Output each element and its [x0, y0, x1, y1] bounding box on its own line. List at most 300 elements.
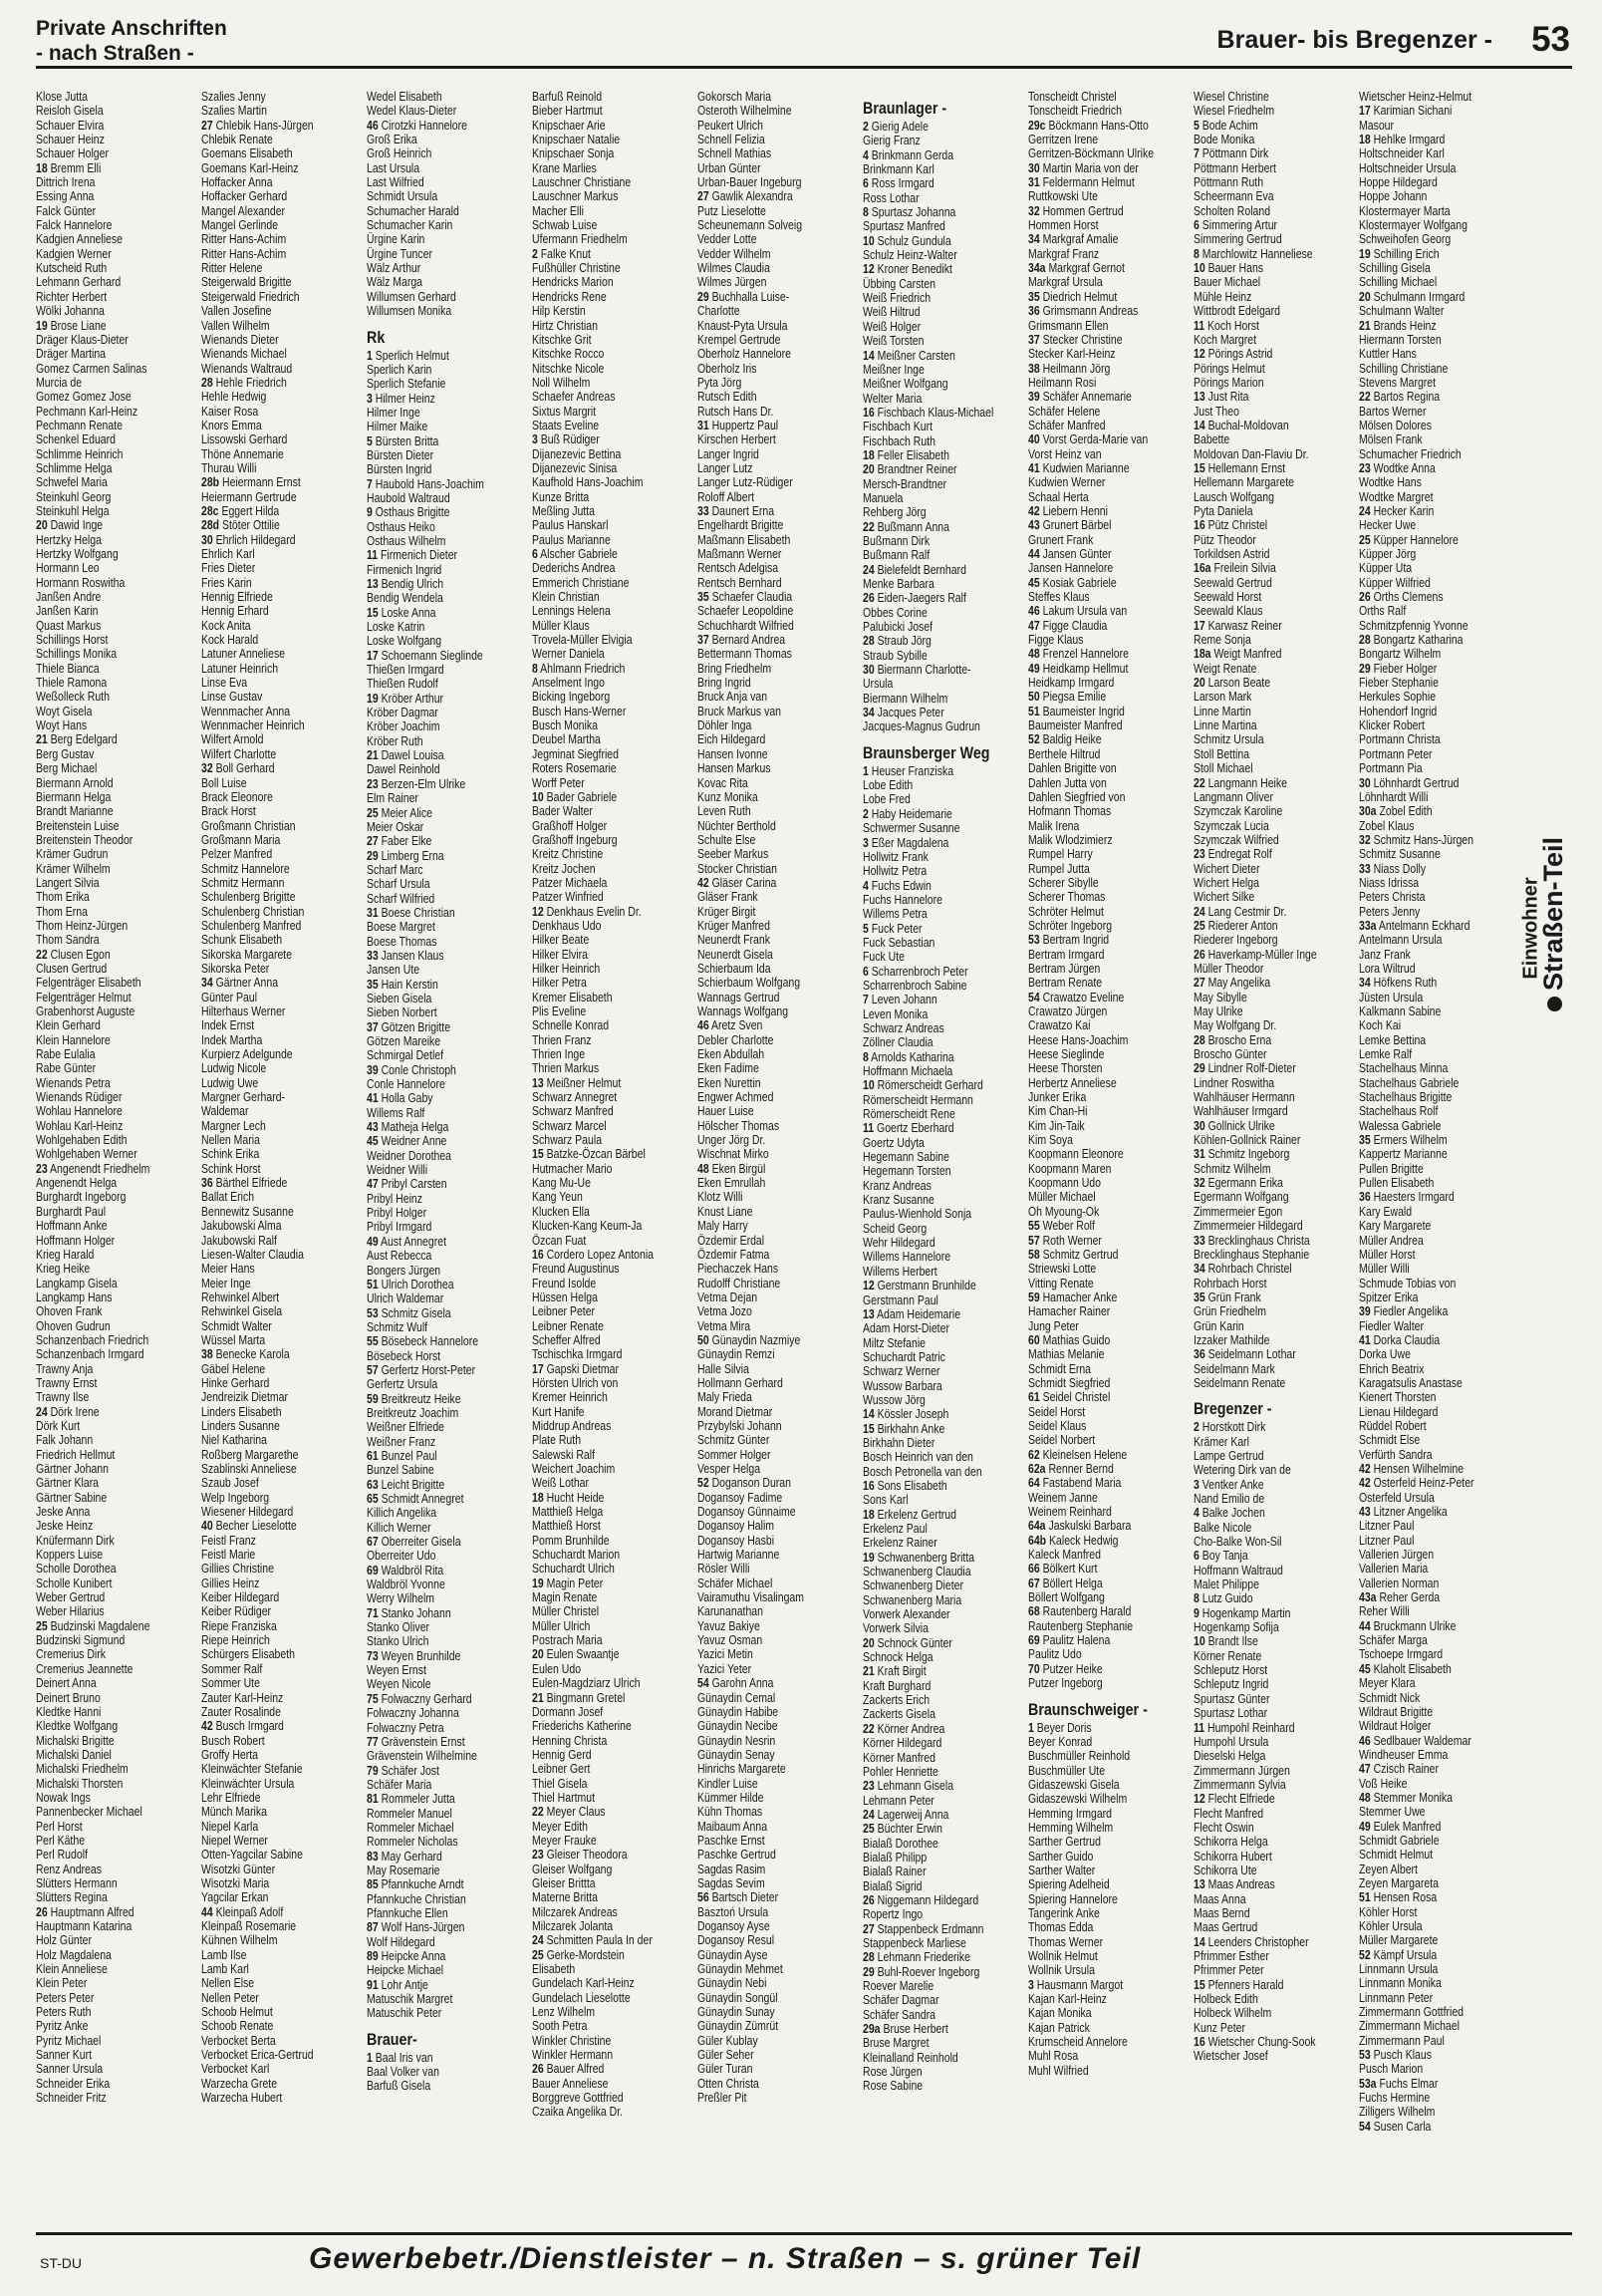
resident-entry: Wahlhäuser Hermann: [1194, 1090, 1295, 1105]
resident-entry: 5 Bürsten Britta: [367, 433, 439, 448]
house-number: 1: [367, 2050, 373, 2065]
resident-entry: Kranz Susanne: [863, 1193, 934, 1208]
house-number: 64: [1028, 1476, 1040, 1491]
resident-entry: 66 Bölkert Kurt: [1028, 1562, 1098, 1577]
resident-entry: Schaefer Leopoldine: [697, 604, 794, 619]
house-number: 55: [1028, 1219, 1040, 1234]
resident-entry: Grimsmann Ellen: [1028, 318, 1109, 333]
resident-entry: 39 Schäfer Annemarie: [1028, 390, 1132, 405]
resident-entry: Waldbröl Yvonne: [367, 1578, 445, 1592]
resident-entry: Flecht Oswin: [1194, 1820, 1254, 1835]
resident-entry: Quast Markus: [36, 618, 102, 633]
house-number: 36: [1359, 1190, 1371, 1205]
resident-entry: Kadgien Anneliese: [36, 232, 123, 247]
house-number: 53: [1359, 2048, 1371, 2063]
resident-entry: Margner Lech: [201, 1118, 266, 1133]
resident-entry: 45 Weidner Anne: [367, 1134, 447, 1149]
resident-entry: Bürsten Dieter: [367, 447, 434, 462]
resident-entry: Lehmann Peter: [863, 1793, 934, 1808]
resident-entry: Hemming Wilhelm: [1028, 1820, 1114, 1835]
house-number: 18: [863, 1507, 875, 1522]
house-number: 24: [863, 562, 875, 577]
house-number: 30: [201, 532, 213, 547]
resident-entry: 10 Brandt Ilse: [1194, 1634, 1258, 1649]
resident-entry: Willems Hannelore: [863, 1250, 951, 1265]
house-number: 3: [532, 432, 538, 447]
resident-entry: Menke Barbara: [863, 577, 934, 591]
resident-entry: Linders Elisabeth: [201, 1404, 282, 1419]
house-number: 6: [863, 964, 869, 979]
resident-entry: Rommeler Michael: [367, 1820, 454, 1835]
resident-entry: Janßen Andre: [36, 590, 102, 605]
resident-entry: Schenkel Eduard: [36, 432, 116, 447]
resident-entry: Vetma Dejan: [697, 1290, 758, 1304]
resident-entry: Babette: [1194, 432, 1230, 447]
resident-entry: 18 Erkelenz Gertrud: [863, 1507, 956, 1522]
house-number: 10: [863, 233, 875, 248]
resident-entry: 19 Schwanenberg Britta: [863, 1550, 975, 1565]
resident-entry: Knipschaer Sonja: [532, 146, 615, 161]
resident-entry: 69 Paulitz Halena: [1028, 1633, 1111, 1648]
resident-entry: 14 Leenders Christopher: [1194, 1934, 1309, 1949]
resident-entry: Scheffer Alfred: [532, 1332, 601, 1347]
resident-entry: Latuner Anneliese: [201, 647, 286, 662]
resident-entry: Müller Margarete: [1359, 1933, 1439, 1948]
resident-entry: 64b Kaleck Hedwig: [1028, 1533, 1119, 1548]
resident-entry: Schauer Holger: [36, 146, 109, 161]
resident-entry: Bruse Margret: [863, 2036, 930, 2051]
resident-entry: Meißner Wolfgang: [863, 377, 948, 392]
house-number: 52: [1028, 732, 1040, 747]
resident-entry: 21 Bingmann Gretel: [532, 1690, 626, 1705]
resident-entry: Szymczak Wilfried: [1194, 832, 1279, 847]
resident-entry: Thiel Gisela: [532, 1776, 588, 1791]
resident-entry: Folwaczny Petra: [367, 1720, 444, 1735]
house-number: 24: [1359, 503, 1371, 518]
resident-entry: 55 Bösebeck Hannelore: [367, 1334, 479, 1349]
resident-entry: Jendreizik Dietmar: [201, 1390, 288, 1405]
resident-entry: Materne Britta: [532, 1890, 598, 1905]
house-number: 31: [1028, 175, 1040, 190]
resident-entry: 46 Cirotzki Hannelore: [367, 118, 467, 133]
house-number: 21: [367, 748, 379, 763]
house-number: 1: [863, 763, 869, 778]
resident-entry: Schwarz Paula: [532, 1133, 603, 1148]
house-number: 42: [1359, 1476, 1371, 1491]
resident-entry: Gerritzen Irene: [1028, 133, 1099, 147]
resident-entry: Klein Gerhard: [36, 1018, 101, 1033]
resident-entry: Szalies Jenny: [201, 90, 266, 104]
resident-entry: Kremer Elisabeth: [532, 990, 613, 1004]
resident-entry: Hertzky Helga: [36, 532, 102, 547]
resident-entry: Killich Werner: [367, 1520, 431, 1535]
resident-entry: 43a Reher Gerda: [1359, 1590, 1441, 1605]
resident-entry: 28 Bongartz Katharina: [1359, 633, 1464, 648]
house-number: 60: [1028, 1332, 1040, 1347]
house-number: 22: [36, 947, 48, 962]
resident-entry: Dederichs Andrea: [532, 561, 616, 576]
resident-entry: Schmidt Walter: [201, 1318, 272, 1333]
resident-entry: Fuck Ute: [863, 950, 906, 965]
house-number: 10: [863, 1078, 875, 1093]
resident-entry: 28d Stöter Ottilie: [201, 518, 280, 533]
resident-entry: Hendricks Rene: [532, 289, 607, 304]
house-number: 23: [532, 1848, 544, 1863]
resident-entry: Kitschke Rocco: [532, 347, 605, 362]
resident-entry: Römerscheidt Hermann: [863, 1092, 973, 1107]
resident-entry: Leven Ruth: [697, 804, 751, 819]
resident-entry: 54 Garohn Anna: [697, 1676, 774, 1691]
resident-entry: Zackerts Erich: [863, 1693, 931, 1708]
resident-entry: Wussow Jörg: [863, 1392, 926, 1407]
resident-entry: Meyer Frauke: [532, 1833, 597, 1848]
resident-entry: Izzaker Mathilde: [1194, 1332, 1270, 1347]
resident-entry: Lennings Helena: [532, 604, 611, 619]
resident-entry: Schlimme Heinrich: [36, 446, 124, 461]
resident-entry: 18 Feller Elisabeth: [863, 447, 949, 462]
resident-entry: 25 Riederer Anton: [1194, 918, 1278, 933]
resident-entry: Biermann Arnold: [36, 775, 114, 790]
resident-entry: Dogansoy Halim: [697, 1519, 775, 1534]
resident-entry: Thomas Edda: [1028, 1920, 1094, 1935]
resident-entry: Ehrich Beatrix: [1359, 1361, 1425, 1376]
resident-entry: Thom Erika: [36, 890, 90, 905]
house-number: 28: [1194, 1032, 1205, 1047]
resident-entry: Holz Magdalena: [36, 1947, 112, 1962]
resident-entry: Günaydin Necibe: [697, 1719, 778, 1734]
resident-entry: Ballat Erich: [201, 1190, 255, 1205]
directory-column: [697, 90, 836, 2220]
resident-entry: Dormann Josef: [532, 1704, 604, 1719]
resident-entry: Krämer Gudrun: [36, 847, 109, 862]
resident-entry: Schmirgal Detlef: [367, 1048, 444, 1063]
resident-entry: Lobe Edith: [863, 778, 914, 793]
resident-entry: Zöllner Claudia: [863, 1035, 934, 1050]
resident-entry: Orths Ralf: [1359, 604, 1407, 619]
resident-entry: Pfannkuche Ellen: [367, 1905, 448, 1920]
resident-entry: 8 Arnolds Katharina: [863, 1049, 954, 1064]
resident-entry: 57 Roth Werner: [1028, 1233, 1102, 1248]
resident-entry: 42 Gläser Carina: [697, 875, 777, 890]
resident-entry: Linnmann Monika: [1359, 1976, 1442, 1991]
resident-entry: Gerstmann Paul: [863, 1292, 938, 1307]
resident-entry: Günaydin Remzi: [697, 1347, 775, 1362]
resident-entry: 1 Beyer Doris: [1028, 1720, 1092, 1735]
resident-entry: 19 Magin Peter: [532, 1576, 604, 1590]
resident-entry: Weidner Dorothea: [367, 1148, 452, 1163]
resident-entry: Sperlich Karin: [367, 362, 432, 377]
resident-entry: Sperlich Stefanie: [367, 377, 446, 392]
house-number: 3: [367, 391, 373, 406]
resident-entry: Knipschaer Natalie: [532, 133, 621, 147]
resident-entry: 13 Maas Andreas: [1194, 1877, 1275, 1892]
resident-entry: 15 Loske Anna: [367, 605, 436, 620]
resident-entry: Weyen Ernst: [367, 1663, 426, 1678]
resident-entry: 47 Figge Claudia: [1028, 618, 1108, 633]
resident-entry: Zeyen Albert: [1359, 1862, 1418, 1876]
house-number: 34: [1194, 1262, 1205, 1277]
resident-entry: Küpper Uta: [1359, 561, 1413, 576]
resident-entry: 47 Czisch Rainer: [1359, 1762, 1439, 1777]
resident-entry: 17 Karimian Sichani: [1359, 104, 1453, 119]
resident-entry: 87 Wolf Hans-Jürgen: [367, 1920, 465, 1935]
resident-entry: Meier Inge: [201, 1276, 251, 1291]
resident-entry: Hirtz Christian: [532, 318, 598, 333]
resident-entry: Stoll Bettina: [1194, 746, 1250, 761]
resident-entry: Wollnik Ursula: [1028, 1963, 1095, 1978]
resident-entry: Kröber Dagmar: [367, 706, 438, 720]
resident-entry: Holtschneider Karl: [1359, 146, 1445, 161]
resident-entry: Schnell Mathias: [697, 146, 772, 161]
house-number: 9: [1194, 1605, 1200, 1620]
resident-entry: Steigerwald Friedrich: [201, 289, 300, 304]
resident-entry: Neunerdt Gisela: [697, 947, 773, 962]
resident-entry: Schumacher Karin: [367, 218, 453, 233]
resident-entry: Hollmann Gerhard: [697, 1375, 783, 1390]
resident-entry: 37 Bernard Andrea: [697, 633, 786, 648]
resident-entry: Holbeck Wilhelm: [1194, 2006, 1272, 2021]
resident-entry: Stachelhaus Gabriele: [1359, 1075, 1460, 1090]
house-number: 43: [1028, 518, 1040, 533]
resident-entry: Tonscheidt Christel: [1028, 90, 1117, 104]
header-rule: [36, 66, 1572, 69]
resident-entry: Conle Hannelore: [367, 1077, 445, 1092]
resident-entry: Latuner Heinrich: [201, 661, 279, 676]
resident-entry: Leven Monika: [863, 1006, 929, 1021]
resident-entry: Bring Friedhelm: [697, 661, 772, 676]
house-number: 34a: [1028, 261, 1046, 276]
house-number: 7: [367, 476, 373, 491]
resident-entry: Langmann Oliver: [1194, 789, 1273, 804]
house-number: 46: [367, 118, 379, 133]
resident-entry: Eulen-Magdziarz Ulrich: [532, 1676, 641, 1691]
resident-entry: 6 Scharrenbroch Peter: [863, 964, 968, 979]
resident-entry: Heilmann Rosi: [1028, 375, 1097, 390]
resident-entry: Hoppe Johann: [1359, 189, 1428, 204]
resident-entry: 24 Lagerweij Anna: [863, 1807, 949, 1822]
resident-entry: 70 Putzer Heike: [1028, 1661, 1103, 1676]
resident-entry: Baumeister Manfred: [1028, 718, 1123, 733]
resident-entry: 35 Ermers Wilhelm: [1359, 1133, 1448, 1148]
resident-entry: Aust Rebecca: [367, 1249, 432, 1264]
resident-entry: Emmerich Christiane: [532, 575, 630, 590]
resident-entry: Perl Horst: [36, 1819, 83, 1834]
resident-entry: Margner Gerhard-: [201, 1090, 286, 1105]
house-number: 17: [367, 648, 379, 663]
house-number: 6: [1194, 1549, 1200, 1564]
house-number: 20: [36, 518, 48, 533]
house-number: 18: [36, 160, 48, 175]
resident-entry: Heese Thorsten: [1028, 1061, 1103, 1076]
resident-entry: Schulenberg Christian: [201, 904, 305, 919]
resident-entry: 20 Schnock Günter: [863, 1635, 952, 1650]
house-number: 64a: [1028, 1519, 1046, 1534]
resident-entry: Crawatzo Kai: [1028, 1018, 1091, 1033]
resident-entry: 23 Gleiser Theodora: [532, 1848, 628, 1863]
resident-entry: Schäfer Maria: [367, 1777, 432, 1792]
resident-entry: Paschke Ernst: [697, 1833, 765, 1848]
resident-entry: Kovac Rita: [697, 775, 748, 790]
resident-entry: Schoob Helmut: [201, 2005, 273, 2020]
resident-entry: Berg Gustav: [36, 746, 95, 761]
resident-entry: Bösebeck Horst: [367, 1348, 441, 1363]
house-number: 26: [36, 1904, 48, 1919]
resident-entry: 83 May Gerhard: [367, 1849, 442, 1864]
house-number: 15: [1194, 460, 1205, 475]
resident-entry: 8 Marchlowitz Hanneliese: [1194, 246, 1313, 261]
house-number: 3: [1194, 1477, 1200, 1492]
resident-entry: 29 Fieber Holger: [1359, 661, 1438, 676]
resident-entry: Großmann Christian: [201, 818, 296, 833]
house-number: 14: [1194, 418, 1205, 432]
resident-entry: Bauer Michael: [1194, 275, 1261, 290]
resident-entry: 57 Gerfertz Horst-Peter: [367, 1362, 476, 1377]
house-number: 62: [1028, 1447, 1040, 1462]
resident-entry: 39 Conle Christoph: [367, 1062, 456, 1077]
resident-entry: Müller Andrea: [1359, 1233, 1424, 1248]
house-number: 13: [1194, 1877, 1205, 1892]
resident-entry: Ürgine Tuncer: [367, 246, 432, 261]
resident-entry: Pannenbecker Michael: [36, 1805, 142, 1820]
house-number: 26: [1359, 590, 1371, 605]
resident-entry: Meyer Edith: [532, 1819, 589, 1834]
resident-entry: 7 Pöttmann Dirk: [1194, 146, 1269, 161]
resident-entry: 20 Dawid Inge: [36, 518, 104, 533]
house-number: 22: [532, 1805, 544, 1820]
resident-entry: Linse Eva: [201, 676, 248, 691]
resident-entry: Bialaß Dorothee: [863, 1836, 938, 1851]
resident-entry: Murcia de: [36, 375, 83, 390]
resident-entry: Osterfeld Ursula: [1359, 1490, 1435, 1505]
resident-entry: 7 Leven Johann: [863, 993, 937, 1007]
house-number: 25: [1194, 918, 1205, 933]
house-number: 27: [201, 118, 213, 133]
resident-entry: Pöttmann Ruth: [1194, 175, 1264, 190]
resident-entry: Hormann Leo: [36, 561, 100, 576]
resident-entry: Holbeck Edith: [1194, 1992, 1258, 2007]
resident-entry: Hoffmann Anke: [36, 1219, 108, 1234]
resident-entry: Schmidt Gabriele: [1359, 1833, 1440, 1848]
resident-entry: Linders Susanne: [201, 1418, 280, 1433]
resident-entry: Thurau Willi: [201, 460, 257, 475]
resident-entry: Herbertz Anneliese: [1028, 1075, 1117, 1090]
resident-entry: Markgraf Franz: [1028, 246, 1100, 261]
resident-entry: Leibner Renate: [532, 1318, 604, 1333]
resident-entry: 29c Böckmann Hans-Otto: [1028, 118, 1149, 133]
house-number: 33: [1359, 861, 1371, 876]
resident-entry: Wennmacher Heinrich: [201, 718, 305, 733]
resident-entry: Berg Michael: [36, 761, 98, 776]
resident-entry: Riederer Ingeborg: [1194, 933, 1278, 948]
resident-entry: Seidelmann Renate: [1194, 1375, 1286, 1390]
resident-entry: 14 Buchal-Moldovan: [1194, 418, 1289, 432]
house-number: 49: [1359, 1819, 1371, 1834]
resident-entry: Schäfer Helene: [1028, 404, 1101, 419]
resident-entry: 46 Lakum Ursula van: [1028, 604, 1128, 619]
house-number: 81: [367, 1792, 379, 1807]
house-number: 32: [201, 761, 213, 776]
resident-entry: Dräger Klaus-Dieter: [36, 332, 129, 347]
resident-entry: 67 Oberreiter Gisela: [367, 1535, 461, 1550]
resident-entry: Ropertz Ingo: [863, 1907, 924, 1922]
resident-entry: Hollwitz Frank: [863, 849, 929, 864]
resident-entry: Dogansoy Ayse: [697, 1919, 770, 1933]
resident-entry: Cho-Balke Won-Sil: [1194, 1535, 1282, 1550]
resident-entry: Linnmann Peter: [1359, 1990, 1434, 2005]
resident-entry: Thießen Irmgard: [367, 663, 444, 678]
resident-entry: Sarther Gertrud: [1028, 1835, 1101, 1850]
resident-entry: Figge Klaus: [1028, 633, 1084, 648]
resident-entry: Seeber Markus: [697, 847, 769, 862]
resident-entry: Gäbel Helene: [201, 1361, 266, 1376]
house-number: 29: [697, 289, 709, 304]
house-number: 34: [1028, 232, 1040, 247]
bullet-icon: [1547, 997, 1562, 1011]
resident-entry: 15 Birkhahn Anke: [863, 1421, 945, 1436]
resident-entry: 9 Osthaus Brigitte: [367, 505, 450, 520]
house-number: 22: [1359, 390, 1371, 405]
resident-entry: Weinem Janne: [1028, 1490, 1098, 1505]
resident-entry: Zauter Rosalinde: [201, 1704, 281, 1719]
house-number: 53: [367, 1305, 379, 1320]
resident-entry: Schuchardt Patric: [863, 1349, 945, 1364]
house-number: 29: [1359, 661, 1371, 676]
resident-entry: Schmidt Helmut: [1359, 1848, 1434, 1863]
resident-entry: Rehwinkel Gisela: [201, 1304, 283, 1319]
resident-entry: 5 Bode Achim: [1194, 118, 1258, 133]
resident-entry: 27 Chlebik Hans-Jürgen: [201, 118, 314, 133]
resident-entry: 30 Ehrlich Hildegard: [201, 532, 296, 547]
resident-entry: Sarther Walter: [1028, 1863, 1096, 1877]
resident-entry: 79 Schäfer Jost: [367, 1763, 439, 1778]
resident-entry: 33a Antelmann Eckhard: [1359, 918, 1470, 933]
resident-entry: Rose Jürgen: [863, 2065, 923, 2080]
resident-entry: Vallerien Norman: [1359, 1576, 1440, 1590]
resident-entry: Jacques-Magnus Gudrun: [863, 719, 980, 734]
resident-entry: Middrup Andreas: [532, 1418, 612, 1433]
resident-entry: Schuchardt Ulrich: [532, 1562, 615, 1577]
resident-entry: Kary Margarete: [1359, 1219, 1432, 1234]
resident-entry: Lauschner Markus: [532, 189, 619, 204]
house-number: 36: [1028, 304, 1040, 319]
resident-entry: Loske Wolfgang: [367, 634, 442, 649]
resident-entry: Fuchs Hannelore: [863, 892, 942, 907]
resident-entry: Römerscheidt Rene: [863, 1107, 955, 1122]
resident-entry: Pohler Henriette: [863, 1764, 938, 1779]
resident-entry: Humpohl Ursula: [1194, 1734, 1269, 1749]
resident-entry: Kreitz Christine: [532, 847, 604, 862]
resident-entry: Wiesel Friedhelm: [1194, 104, 1275, 119]
resident-entry: Kühn Thomas: [697, 1805, 763, 1820]
resident-entry: Wietscher Josef: [1194, 2049, 1268, 2064]
resident-entry: Thrien Inge: [532, 1047, 586, 1062]
house-number: 39: [1028, 390, 1040, 405]
resident-entry: Lauschner Christiane: [532, 175, 632, 190]
resident-entry: Wahlhäuser Irmgard: [1194, 1104, 1288, 1119]
resident-entry: Gärtner Johann: [36, 1462, 109, 1476]
resident-entry: 34 Rohrbach Christel: [1194, 1262, 1292, 1277]
house-number: 17: [1194, 618, 1205, 633]
resident-entry: Windheuser Emma: [1359, 1747, 1449, 1762]
street-heading: Bregenzer -: [1194, 1399, 1272, 1419]
resident-entry: Jung Peter: [1028, 1318, 1079, 1333]
resident-entry: Güler Kublay: [697, 2033, 758, 2048]
resident-entry: Sarther Guido: [1028, 1849, 1094, 1864]
resident-entry: Oberreiter Udo: [367, 1549, 436, 1564]
resident-entry: Zimmermann Paul: [1359, 2033, 1445, 2048]
resident-entry: Haubold Waltraud: [367, 490, 450, 505]
resident-entry: Schoob Renate: [201, 2019, 274, 2034]
